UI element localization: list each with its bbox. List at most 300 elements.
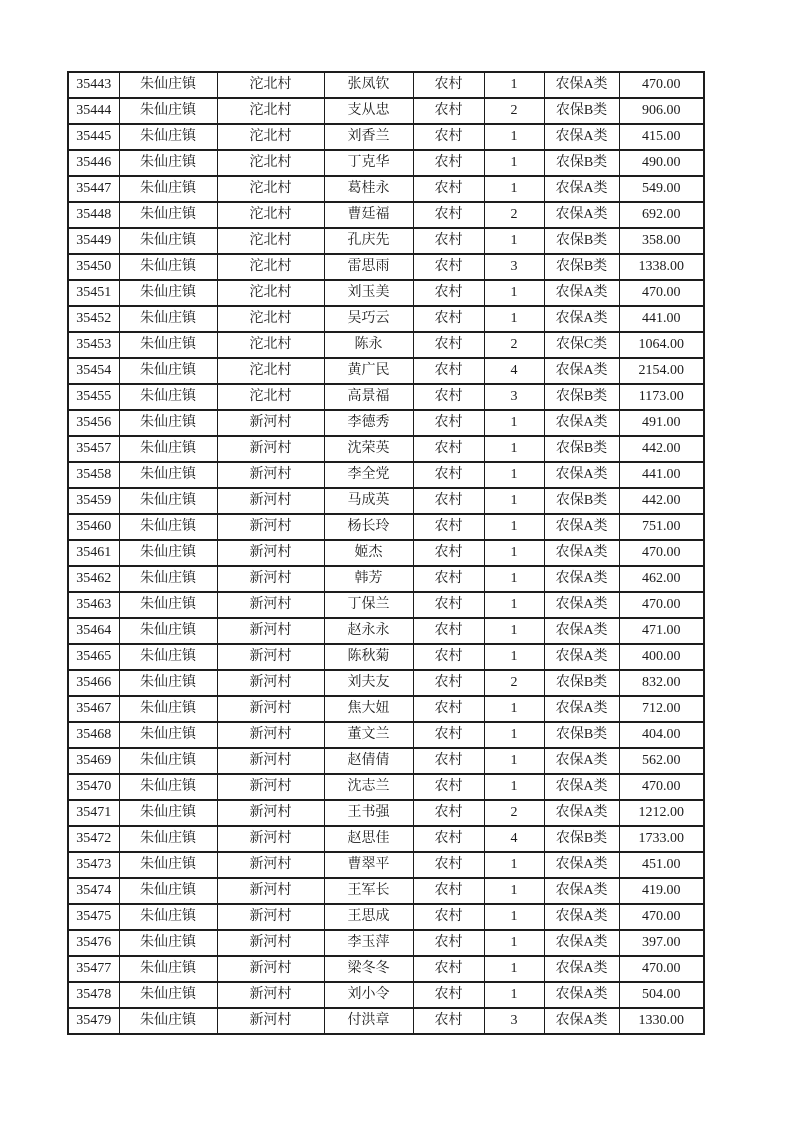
cell-person-count: 3 [484, 254, 544, 280]
cell-insurance-category: 农保A类 [544, 462, 619, 488]
cell-person-count: 1 [484, 774, 544, 800]
cell-town: 朱仙庄镇 [119, 930, 217, 956]
cell-record-id: 35443 [68, 72, 119, 98]
table-row [68, 72, 704, 98]
cell-residence-type: 农村 [413, 306, 484, 332]
cell-name: 葛桂永 [324, 176, 413, 202]
cell-name: 曹廷福 [324, 202, 413, 228]
cell-insurance-category: 农保B类 [544, 150, 619, 176]
table-row [68, 150, 704, 176]
cell-village: 沱北村 [217, 98, 324, 124]
cell-amount: 712.00 [619, 696, 704, 722]
cell-record-id: 35478 [68, 982, 119, 1008]
cell-insurance-category: 农保B类 [544, 228, 619, 254]
cell-person-count: 1 [484, 540, 544, 566]
cell-village: 新河村 [217, 1008, 324, 1034]
cell-residence-type: 农村 [413, 826, 484, 852]
cell-village: 新河村 [217, 618, 324, 644]
cell-village: 沱北村 [217, 176, 324, 202]
cell-village: 新河村 [217, 774, 324, 800]
cell-amount: 470.00 [619, 280, 704, 306]
cell-village: 新河村 [217, 436, 324, 462]
cell-town: 朱仙庄镇 [119, 774, 217, 800]
cell-name: 丁克华 [324, 150, 413, 176]
cell-person-count: 1 [484, 176, 544, 202]
cell-village: 新河村 [217, 748, 324, 774]
cell-record-id: 35455 [68, 384, 119, 410]
cell-insurance-category: 农保A类 [544, 618, 619, 644]
table-row [68, 202, 704, 228]
table-row [68, 332, 704, 358]
cell-residence-type: 农村 [413, 462, 484, 488]
cell-amount: 404.00 [619, 722, 704, 748]
cell-insurance-category: 农保A类 [544, 540, 619, 566]
cell-residence-type: 农村 [413, 514, 484, 540]
cell-town: 朱仙庄镇 [119, 748, 217, 774]
cell-town: 朱仙庄镇 [119, 202, 217, 228]
cell-person-count: 1 [484, 878, 544, 904]
table-row [68, 98, 704, 124]
cell-village: 新河村 [217, 904, 324, 930]
cell-name: 刘香兰 [324, 124, 413, 150]
cell-insurance-category: 农保B类 [544, 488, 619, 514]
cell-village: 沱北村 [217, 358, 324, 384]
cell-town: 朱仙庄镇 [119, 982, 217, 1008]
cell-village: 沱北村 [217, 332, 324, 358]
table-row [68, 488, 704, 514]
table-row [68, 878, 704, 904]
cell-amount: 751.00 [619, 514, 704, 540]
table-row [68, 696, 704, 722]
cell-name: 陈永 [324, 332, 413, 358]
cell-residence-type: 农村 [413, 644, 484, 670]
cell-amount: 470.00 [619, 904, 704, 930]
table-row [68, 930, 704, 956]
cell-village: 沱北村 [217, 150, 324, 176]
cell-amount: 442.00 [619, 488, 704, 514]
cell-town: 朱仙庄镇 [119, 618, 217, 644]
cell-amount: 490.00 [619, 150, 704, 176]
cell-insurance-category: 农保A类 [544, 410, 619, 436]
table-row [68, 982, 704, 1008]
cell-residence-type: 农村 [413, 384, 484, 410]
cell-amount: 692.00 [619, 202, 704, 228]
cell-insurance-category: 农保A类 [544, 306, 619, 332]
cell-amount: 470.00 [619, 540, 704, 566]
cell-record-id: 35447 [68, 176, 119, 202]
cell-insurance-category: 农保A类 [544, 852, 619, 878]
table-row [68, 358, 704, 384]
cell-person-count: 1 [484, 748, 544, 774]
cell-village: 新河村 [217, 670, 324, 696]
cell-person-count: 1 [484, 228, 544, 254]
cell-name: 李玉萍 [324, 930, 413, 956]
cell-person-count: 1 [484, 696, 544, 722]
cell-person-count: 1 [484, 488, 544, 514]
cell-amount: 504.00 [619, 982, 704, 1008]
cell-person-count: 1 [484, 904, 544, 930]
cell-village: 新河村 [217, 410, 324, 436]
cell-village: 新河村 [217, 566, 324, 592]
cell-town: 朱仙庄镇 [119, 150, 217, 176]
cell-name: 高景福 [324, 384, 413, 410]
cell-record-id: 35464 [68, 618, 119, 644]
cell-name: 张凤钦 [324, 72, 413, 98]
cell-village: 新河村 [217, 956, 324, 982]
cell-person-count: 1 [484, 72, 544, 98]
cell-residence-type: 农村 [413, 722, 484, 748]
table-row [68, 592, 704, 618]
cell-residence-type: 农村 [413, 98, 484, 124]
cell-name: 杨长玲 [324, 514, 413, 540]
cell-amount: 1338.00 [619, 254, 704, 280]
cell-residence-type: 农村 [413, 332, 484, 358]
cell-village: 沱北村 [217, 384, 324, 410]
cell-name: 梁冬冬 [324, 956, 413, 982]
cell-person-count: 1 [484, 956, 544, 982]
table-row [68, 644, 704, 670]
cell-record-id: 35475 [68, 904, 119, 930]
cell-town: 朱仙庄镇 [119, 514, 217, 540]
cell-residence-type: 农村 [413, 254, 484, 280]
cell-amount: 1212.00 [619, 800, 704, 826]
cell-insurance-category: 农保A类 [544, 280, 619, 306]
cell-town: 朱仙庄镇 [119, 852, 217, 878]
cell-amount: 562.00 [619, 748, 704, 774]
cell-record-id: 35461 [68, 540, 119, 566]
cell-residence-type: 农村 [413, 956, 484, 982]
cell-town: 朱仙庄镇 [119, 878, 217, 904]
cell-person-count: 1 [484, 436, 544, 462]
cell-village: 沱北村 [217, 280, 324, 306]
cell-record-id: 35479 [68, 1008, 119, 1034]
cell-town: 朱仙庄镇 [119, 540, 217, 566]
table-row [68, 514, 704, 540]
cell-amount: 358.00 [619, 228, 704, 254]
cell-town: 朱仙庄镇 [119, 592, 217, 618]
table-row [68, 228, 704, 254]
cell-insurance-category: 农保A类 [544, 774, 619, 800]
cell-name: 李德秀 [324, 410, 413, 436]
cell-record-id: 35466 [68, 670, 119, 696]
cell-person-count: 2 [484, 202, 544, 228]
table-row [68, 826, 704, 852]
cell-village: 新河村 [217, 540, 324, 566]
cell-insurance-category: 农保A类 [544, 904, 619, 930]
cell-village: 新河村 [217, 592, 324, 618]
cell-amount: 397.00 [619, 930, 704, 956]
cell-name: 韩芳 [324, 566, 413, 592]
cell-insurance-category: 农保A类 [544, 566, 619, 592]
cell-residence-type: 农村 [413, 800, 484, 826]
cell-amount: 400.00 [619, 644, 704, 670]
cell-amount: 470.00 [619, 72, 704, 98]
cell-insurance-category: 农保B类 [544, 826, 619, 852]
cell-village: 新河村 [217, 930, 324, 956]
cell-amount: 549.00 [619, 176, 704, 202]
cell-record-id: 35476 [68, 930, 119, 956]
cell-insurance-category: 农保A类 [544, 72, 619, 98]
cell-town: 朱仙庄镇 [119, 436, 217, 462]
cell-record-id: 35471 [68, 800, 119, 826]
cell-amount: 1733.00 [619, 826, 704, 852]
cell-village: 沱北村 [217, 228, 324, 254]
cell-town: 朱仙庄镇 [119, 1008, 217, 1034]
cell-insurance-category: 农保A类 [544, 202, 619, 228]
cell-village: 新河村 [217, 462, 324, 488]
cell-residence-type: 农村 [413, 280, 484, 306]
cell-insurance-category: 农保B类 [544, 722, 619, 748]
cell-name: 孔庆先 [324, 228, 413, 254]
cell-insurance-category: 农保B类 [544, 384, 619, 410]
cell-amount: 470.00 [619, 774, 704, 800]
cell-town: 朱仙庄镇 [119, 384, 217, 410]
cell-insurance-category: 农保A类 [544, 1008, 619, 1034]
cell-amount: 442.00 [619, 436, 704, 462]
cell-person-count: 2 [484, 98, 544, 124]
table-row [68, 618, 704, 644]
cell-person-count: 1 [484, 982, 544, 1008]
cell-person-count: 3 [484, 384, 544, 410]
cell-amount: 1330.00 [619, 1008, 704, 1034]
table-row [68, 748, 704, 774]
cell-amount: 441.00 [619, 462, 704, 488]
cell-name: 曹翠平 [324, 852, 413, 878]
cell-name: 马成英 [324, 488, 413, 514]
cell-name: 赵倩倩 [324, 748, 413, 774]
cell-residence-type: 农村 [413, 124, 484, 150]
cell-town: 朱仙庄镇 [119, 98, 217, 124]
cell-village: 新河村 [217, 644, 324, 670]
cell-town: 朱仙庄镇 [119, 280, 217, 306]
cell-name: 刘小令 [324, 982, 413, 1008]
cell-town: 朱仙庄镇 [119, 644, 217, 670]
cell-name: 沈志兰 [324, 774, 413, 800]
cell-name: 焦大妞 [324, 696, 413, 722]
cell-name: 付洪章 [324, 1008, 413, 1034]
cell-name: 姬杰 [324, 540, 413, 566]
cell-person-count: 1 [484, 852, 544, 878]
table-row [68, 410, 704, 436]
cell-residence-type: 农村 [413, 592, 484, 618]
cell-record-id: 35460 [68, 514, 119, 540]
cell-town: 朱仙庄镇 [119, 124, 217, 150]
cell-village: 新河村 [217, 488, 324, 514]
table-row [68, 956, 704, 982]
cell-amount: 470.00 [619, 956, 704, 982]
cell-name: 雷思雨 [324, 254, 413, 280]
cell-town: 朱仙庄镇 [119, 566, 217, 592]
cell-amount: 419.00 [619, 878, 704, 904]
cell-record-id: 35477 [68, 956, 119, 982]
cell-record-id: 35463 [68, 592, 119, 618]
cell-residence-type: 农村 [413, 488, 484, 514]
table-row [68, 670, 704, 696]
cell-person-count: 4 [484, 358, 544, 384]
cell-insurance-category: 农保A类 [544, 800, 619, 826]
cell-village: 沱北村 [217, 72, 324, 98]
cell-person-count: 1 [484, 410, 544, 436]
cell-insurance-category: 农保A类 [544, 748, 619, 774]
cell-record-id: 35444 [68, 98, 119, 124]
cell-name: 刘玉美 [324, 280, 413, 306]
cell-insurance-category: 农保C类 [544, 332, 619, 358]
cell-village: 新河村 [217, 852, 324, 878]
cell-residence-type: 农村 [413, 982, 484, 1008]
cell-residence-type: 农村 [413, 878, 484, 904]
cell-record-id: 35445 [68, 124, 119, 150]
cell-village: 沱北村 [217, 202, 324, 228]
table-row [68, 566, 704, 592]
cell-residence-type: 农村 [413, 436, 484, 462]
cell-person-count: 1 [484, 462, 544, 488]
cell-person-count: 1 [484, 306, 544, 332]
cell-person-count: 2 [484, 332, 544, 358]
cell-insurance-category: 农保A类 [544, 124, 619, 150]
cell-town: 朱仙庄镇 [119, 800, 217, 826]
cell-record-id: 35448 [68, 202, 119, 228]
cell-amount: 471.00 [619, 618, 704, 644]
cell-person-count: 3 [484, 1008, 544, 1034]
table-row [68, 306, 704, 332]
cell-residence-type: 农村 [413, 150, 484, 176]
cell-record-id: 35469 [68, 748, 119, 774]
table-sheet [67, 71, 705, 1035]
cell-village: 沱北村 [217, 306, 324, 332]
table-row [68, 540, 704, 566]
cell-insurance-category: 农保A类 [544, 176, 619, 202]
cell-town: 朱仙庄镇 [119, 410, 217, 436]
cell-person-count: 2 [484, 670, 544, 696]
cell-person-count: 4 [484, 826, 544, 852]
cell-record-id: 35456 [68, 410, 119, 436]
cell-person-count: 1 [484, 514, 544, 540]
cell-insurance-category: 农保A类 [544, 358, 619, 384]
cell-village: 新河村 [217, 722, 324, 748]
cell-name: 支从忠 [324, 98, 413, 124]
cell-town: 朱仙庄镇 [119, 488, 217, 514]
cell-residence-type: 农村 [413, 566, 484, 592]
cell-record-id: 35472 [68, 826, 119, 852]
table-row [68, 280, 704, 306]
cell-person-count: 1 [484, 722, 544, 748]
cell-residence-type: 农村 [413, 930, 484, 956]
cell-insurance-category: 农保A类 [544, 878, 619, 904]
cell-person-count: 1 [484, 592, 544, 618]
cell-residence-type: 农村 [413, 358, 484, 384]
cell-town: 朱仙庄镇 [119, 670, 217, 696]
cell-person-count: 2 [484, 800, 544, 826]
cell-town: 朱仙庄镇 [119, 956, 217, 982]
cell-insurance-category: 农保A类 [544, 982, 619, 1008]
cell-name: 黄广民 [324, 358, 413, 384]
cell-insurance-category: 农保B类 [544, 254, 619, 280]
table-body [68, 72, 704, 1034]
cell-town: 朱仙庄镇 [119, 254, 217, 280]
cell-insurance-category: 农保A类 [544, 592, 619, 618]
cell-residence-type: 农村 [413, 176, 484, 202]
cell-record-id: 35454 [68, 358, 119, 384]
cell-name: 赵永永 [324, 618, 413, 644]
cell-record-id: 35450 [68, 254, 119, 280]
cell-village: 新河村 [217, 800, 324, 826]
cell-village: 沱北村 [217, 254, 324, 280]
cell-person-count: 1 [484, 644, 544, 670]
cell-record-id: 35473 [68, 852, 119, 878]
table-row [68, 800, 704, 826]
cell-insurance-category: 农保A类 [544, 930, 619, 956]
cell-name: 王书强 [324, 800, 413, 826]
cell-amount: 415.00 [619, 124, 704, 150]
cell-residence-type: 农村 [413, 618, 484, 644]
cell-record-id: 35468 [68, 722, 119, 748]
cell-person-count: 1 [484, 124, 544, 150]
cell-record-id: 35453 [68, 332, 119, 358]
cell-residence-type: 农村 [413, 670, 484, 696]
cell-amount: 441.00 [619, 306, 704, 332]
cell-insurance-category: 农保B类 [544, 436, 619, 462]
cell-name: 沈荣英 [324, 436, 413, 462]
cell-town: 朱仙庄镇 [119, 358, 217, 384]
cell-village: 沱北村 [217, 124, 324, 150]
cell-town: 朱仙庄镇 [119, 332, 217, 358]
cell-village: 新河村 [217, 826, 324, 852]
cell-town: 朱仙庄镇 [119, 462, 217, 488]
cell-name: 刘夫友 [324, 670, 413, 696]
cell-name: 吴巧云 [324, 306, 413, 332]
cell-village: 新河村 [217, 696, 324, 722]
cell-amount: 906.00 [619, 98, 704, 124]
table-row [68, 436, 704, 462]
table-row [68, 254, 704, 280]
cell-person-count: 1 [484, 280, 544, 306]
cell-residence-type: 农村 [413, 852, 484, 878]
cell-record-id: 35458 [68, 462, 119, 488]
cell-record-id: 35465 [68, 644, 119, 670]
cell-town: 朱仙庄镇 [119, 176, 217, 202]
table-row [68, 774, 704, 800]
cell-insurance-category: 农保B类 [544, 670, 619, 696]
cell-village: 新河村 [217, 514, 324, 540]
cell-record-id: 35446 [68, 150, 119, 176]
cell-name: 李全党 [324, 462, 413, 488]
cell-record-id: 35459 [68, 488, 119, 514]
cell-residence-type: 农村 [413, 540, 484, 566]
cell-person-count: 1 [484, 566, 544, 592]
cell-name: 丁保兰 [324, 592, 413, 618]
cell-residence-type: 农村 [413, 696, 484, 722]
cell-record-id: 35452 [68, 306, 119, 332]
cell-residence-type: 农村 [413, 410, 484, 436]
cell-name: 赵思佳 [324, 826, 413, 852]
cell-residence-type: 农村 [413, 202, 484, 228]
cell-town: 朱仙庄镇 [119, 696, 217, 722]
table-row [68, 176, 704, 202]
table-row [68, 384, 704, 410]
cell-name: 陈秋菊 [324, 644, 413, 670]
cell-village: 新河村 [217, 982, 324, 1008]
cell-residence-type: 农村 [413, 904, 484, 930]
cell-record-id: 35451 [68, 280, 119, 306]
cell-amount: 832.00 [619, 670, 704, 696]
cell-insurance-category: 农保A类 [544, 514, 619, 540]
cell-record-id: 35449 [68, 228, 119, 254]
cell-town: 朱仙庄镇 [119, 722, 217, 748]
cell-village: 新河村 [217, 878, 324, 904]
cell-amount: 1173.00 [619, 384, 704, 410]
cell-insurance-category: 农保A类 [544, 644, 619, 670]
cell-insurance-category: 农保B类 [544, 98, 619, 124]
